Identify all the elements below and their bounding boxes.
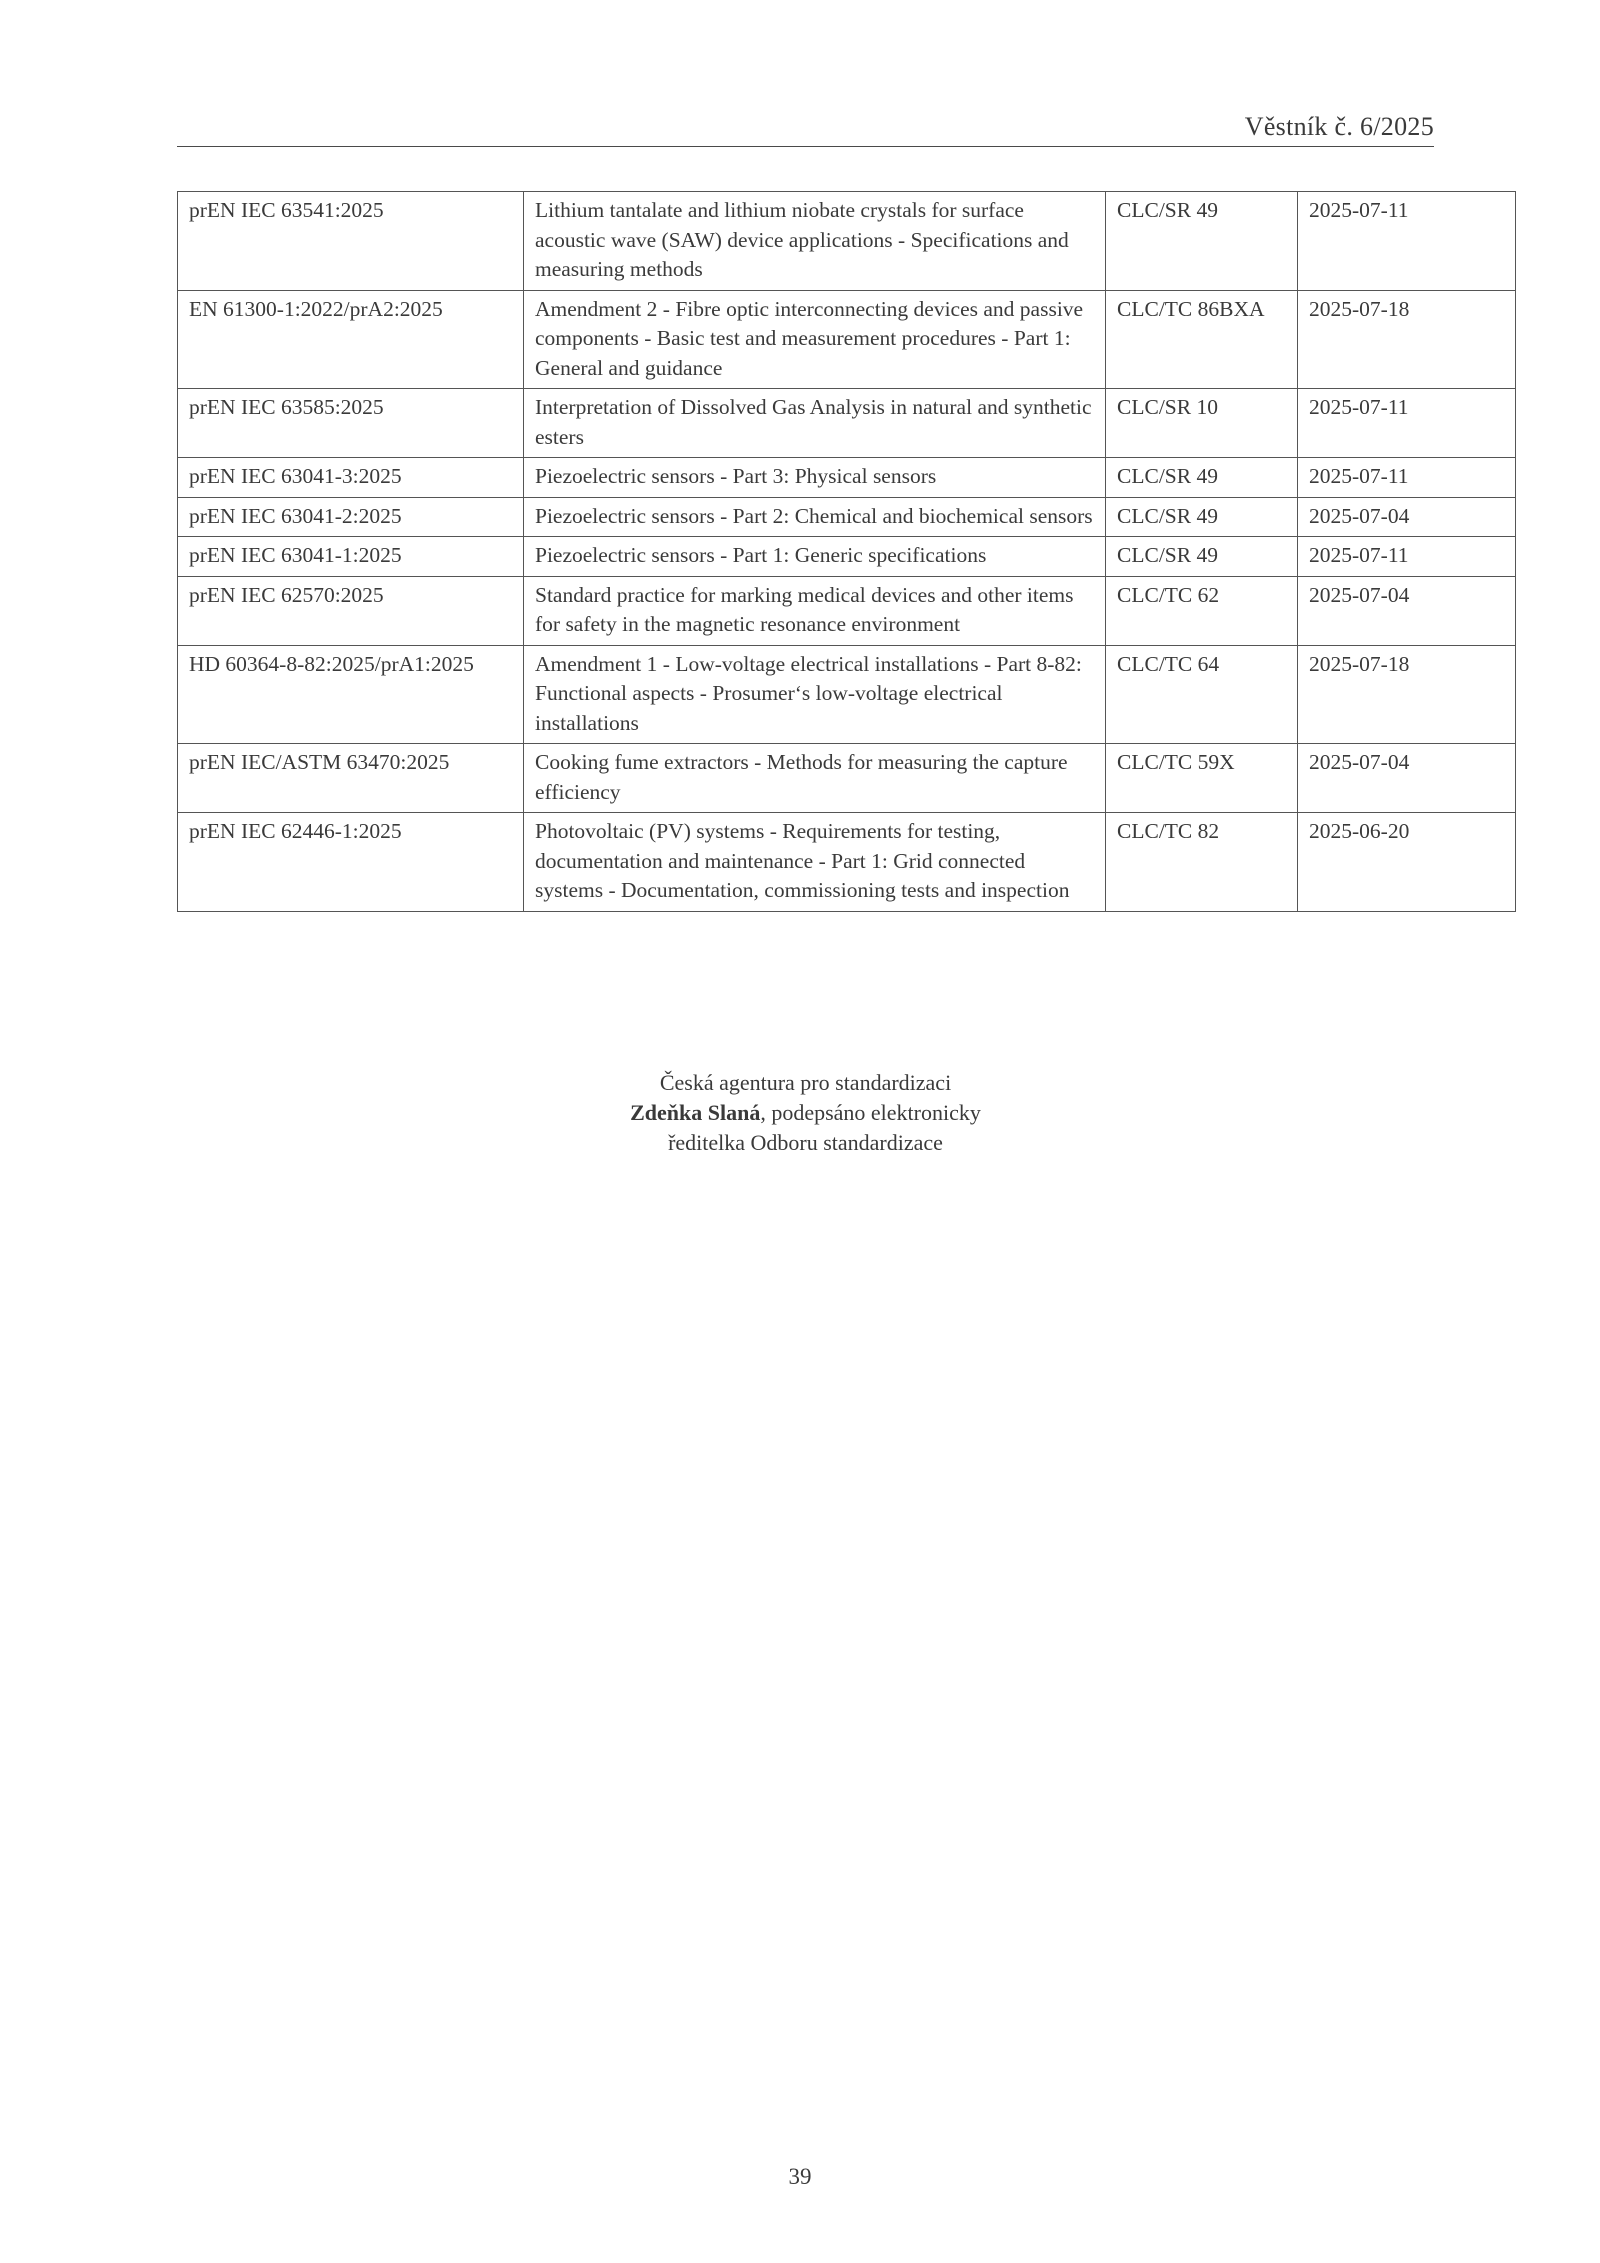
table-row: [178, 576, 1516, 645]
standard-code: prEN IEC 62570:2025: [178, 576, 524, 645]
signatory-name: Zdeňka Slaná: [630, 1100, 761, 1125]
technical-committee: CLC/SR 49: [1106, 497, 1298, 537]
standard-code: prEN IEC 63041-3:2025: [178, 458, 524, 498]
journal-issue-title: Věstník č. 6/2025: [1244, 112, 1434, 141]
signed-electronically-note: , podepsáno elektronicky: [760, 1100, 981, 1125]
technical-committee: CLC/SR 49: [1106, 192, 1298, 291]
signature-block: [177, 1068, 1434, 1158]
standards-table: [177, 191, 1516, 912]
technical-committee: CLC/TC 62: [1106, 576, 1298, 645]
page-number: 39: [788, 2164, 812, 2189]
table-row: [178, 744, 1516, 813]
deadline-date: 2025-07-18: [1298, 290, 1516, 389]
deadline-date: 2025-06-20: [1298, 813, 1516, 912]
table-row: [178, 192, 1516, 291]
table-row: [178, 389, 1516, 458]
technical-committee: CLC/SR 49: [1106, 458, 1298, 498]
technical-committee: CLC/SR 49: [1106, 537, 1298, 577]
technical-committee: CLC/TC 64: [1106, 645, 1298, 744]
standard-title: Standard practice for marking medical devices and other items for safety in the magnetic resonance environment: [524, 576, 1106, 645]
standard-title: Photovoltaic (PV) systems - Requirements for testing, documentation and maintenance - Part 1: Grid connected systems - Documentation, commissioning tests and inspection: [524, 813, 1106, 912]
technical-committee: CLC/TC 82: [1106, 813, 1298, 912]
deadline-date: 2025-07-11: [1298, 192, 1516, 291]
deadline-date: 2025-07-04: [1298, 497, 1516, 537]
deadline-date: 2025-07-11: [1298, 389, 1516, 458]
standard-code: EN 61300-1:2022/prA2:2025: [178, 290, 524, 389]
standard-title: Piezoelectric sensors - Part 2: Chemical and biochemical sensors: [524, 497, 1106, 537]
table-row: [178, 290, 1516, 389]
standard-title: Lithium tantalate and lithium niobate crystals for surface acoustic wave (SAW) device applications - Specifications and measuring methods: [524, 192, 1106, 291]
technical-committee: CLC/SR 10: [1106, 389, 1298, 458]
standard-code: prEN IEC 62446-1:2025: [178, 813, 524, 912]
deadline-date: 2025-07-11: [1298, 537, 1516, 577]
standard-title: Cooking fume extractors - Methods for measuring the capture efficiency: [524, 744, 1106, 813]
standard-code: HD 60364-8-82:2025/prA1:2025: [178, 645, 524, 744]
standards-table-body: [178, 192, 1516, 912]
table-row: [178, 537, 1516, 577]
deadline-date: 2025-07-04: [1298, 744, 1516, 813]
signatory-line: [177, 1098, 1434, 1128]
standard-code: prEN IEC 63541:2025: [178, 192, 524, 291]
standard-code: prEN IEC 63585:2025: [178, 389, 524, 458]
deadline-date: 2025-07-11: [1298, 458, 1516, 498]
standard-code: prEN IEC 63041-1:2025: [178, 537, 524, 577]
technical-committee: CLC/TC 59X: [1106, 744, 1298, 813]
page-header: [177, 108, 1434, 147]
technical-committee: CLC/TC 86BXA: [1106, 290, 1298, 389]
standard-title: Amendment 1 - Low-voltage electrical installations - Part 8-82: Functional aspects - Prosumer‘s low-voltage electrical installations: [524, 645, 1106, 744]
signatory-role: ředitelka Odboru standardizace: [668, 1130, 943, 1155]
deadline-date: 2025-07-18: [1298, 645, 1516, 744]
agency-name: Česká agentura pro standardizaci: [659, 1070, 952, 1095]
standard-title: Piezoelectric sensors - Part 1: Generic specifications: [524, 537, 1106, 577]
table-row: [178, 497, 1516, 537]
standard-code: prEN IEC/ASTM 63470:2025: [178, 744, 524, 813]
table-row: [178, 813, 1516, 912]
standard-title: Amendment 2 - Fibre optic interconnecting devices and passive components - Basic test and measurement procedures - Part 1: General and guidance: [524, 290, 1106, 389]
table-row: [178, 645, 1516, 744]
table-row: [178, 458, 1516, 498]
standard-title: Interpretation of Dissolved Gas Analysis in natural and synthetic esters: [524, 389, 1106, 458]
standard-title: Piezoelectric sensors - Part 3: Physical sensors: [524, 458, 1106, 498]
deadline-date: 2025-07-04: [1298, 576, 1516, 645]
standard-code: prEN IEC 63041-2:2025: [178, 497, 524, 537]
